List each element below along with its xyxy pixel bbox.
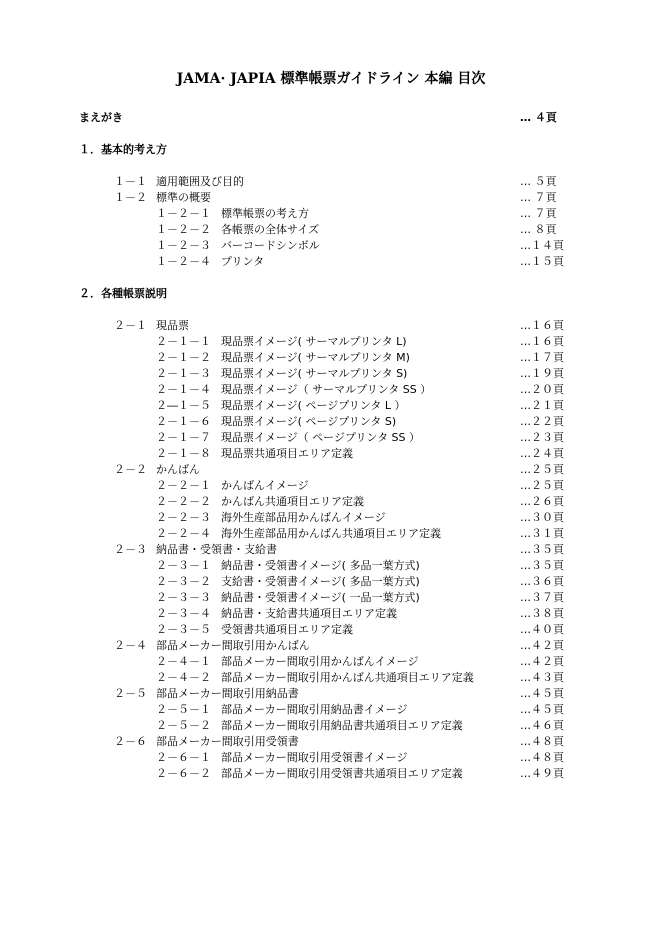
- toc-entry-number: ２－２－２: [156, 495, 211, 508]
- toc-entry-label: バーコードシンボル: [221, 239, 320, 252]
- toc-entry-page: …２６頁: [520, 495, 564, 508]
- toc-entry-number: ２－４: [114, 639, 147, 652]
- toc-entry-number: ２－１－１: [156, 335, 211, 348]
- toc-entry-label: 現品票共通項目エリア定義: [221, 447, 353, 460]
- toc-entry: [0, 718, 662, 734]
- toc-entry-number: ２－３: [114, 543, 147, 556]
- toc-entry-number: ２－２－３: [156, 511, 211, 524]
- toc-entry-number: ２－５－２: [156, 719, 211, 732]
- toc-entry: [0, 174, 662, 190]
- toc-entry-label: 標準帳票の考え方: [221, 207, 309, 220]
- toc-entry: [0, 510, 662, 526]
- toc-entry-page: …１６頁: [520, 335, 564, 348]
- toc-entry-number: ２－６: [114, 735, 147, 748]
- toc-entry-label: 部品メーカー間取引用受領書: [156, 735, 299, 748]
- toc-entry-page: …１６頁: [520, 319, 564, 332]
- toc-entry-number: １－２－３: [156, 239, 211, 252]
- toc-entry-label: 部品メーカー間取引用かんばん: [156, 639, 310, 652]
- toc-entry-page: …２２頁: [520, 415, 564, 428]
- toc-entry-label: かんばん: [156, 463, 200, 476]
- toc-entry-page: …４０頁: [520, 623, 564, 636]
- toc-entry-page: …２５頁: [520, 479, 564, 492]
- toc-entry-number: １－２: [114, 191, 147, 204]
- toc-entry-label: かんばん共通項目エリア定義: [221, 495, 364, 508]
- toc-entry: [0, 766, 662, 782]
- toc-entry-page: …４８頁: [520, 751, 564, 764]
- toc-entry-page: …１４頁: [520, 239, 564, 252]
- toc-entry: [0, 414, 662, 430]
- toc-entry: [0, 574, 662, 590]
- toc-entry-page: … ７頁: [520, 191, 557, 204]
- toc-entry-page: …２５頁: [520, 463, 564, 476]
- toc-entry-label: 部品メーカー間取引用かんばん共通項目エリア定義: [221, 671, 474, 684]
- toc-entry-number: ２－１－３: [156, 367, 211, 380]
- toc-entry: [0, 462, 662, 478]
- toc-entry: [0, 254, 662, 270]
- toc-entry-label: 部品メーカー間取引用納品書: [156, 687, 299, 700]
- toc-entry: [0, 606, 662, 622]
- toc-entry-page: …２３頁: [520, 431, 564, 444]
- toc-entry-number: ２―１－５: [156, 399, 211, 412]
- toc-entry: [0, 558, 662, 574]
- toc-entry-label: 受領書共通項目エリア定義: [221, 623, 353, 636]
- toc-entry-label: 現品票イメージ( ページプリンタ L ）: [221, 399, 406, 412]
- toc-entry-page: …３５頁: [520, 543, 564, 556]
- toc-entry: [0, 542, 662, 558]
- toc-entry: [0, 398, 662, 414]
- toc-entry: [0, 702, 662, 718]
- toc-entry-page: …４９頁: [520, 767, 564, 780]
- toc-entry: [0, 654, 662, 670]
- toc-entry-page: …３７頁: [520, 591, 564, 604]
- toc-entry-number: ２－２－１: [156, 479, 211, 492]
- toc-entry-label: 納品書・支給書共通項目エリア定義: [221, 607, 397, 620]
- toc-entry-number: ２－６－１: [156, 751, 211, 764]
- toc-entry-label: 適用範囲及び目的: [156, 175, 244, 188]
- toc-entry-page: …４６頁: [520, 719, 564, 732]
- toc-entry: [0, 382, 662, 398]
- toc-entry-label: 海外生産部品用かんばん共通項目エリア定義: [221, 527, 441, 540]
- toc-entry: [0, 430, 662, 446]
- toc-entry-label: 現品票イメージ( サーマルプリンタ M): [221, 351, 410, 364]
- toc-section-heading: [0, 286, 662, 302]
- toc-entry-number: ２－１－２: [156, 351, 211, 364]
- toc-entry-label: 海外生産部品用かんばんイメージ: [221, 511, 386, 524]
- toc-entry-label: かんばんイメージ: [221, 479, 309, 492]
- toc-section-heading: [0, 142, 662, 158]
- toc-section-heading: [0, 110, 662, 126]
- toc-entry: [0, 446, 662, 462]
- toc-entry-number: １－２－４: [156, 255, 211, 268]
- toc-entry-number: ２－３－２: [156, 575, 211, 588]
- toc-entry-label: 現品票イメージ（ サーマルプリンタ SS ）: [221, 383, 432, 396]
- toc-entry: [0, 190, 662, 206]
- toc-entry: [0, 734, 662, 750]
- toc-entry-label: 現品票イメージ( サーマルプリンタ S): [221, 367, 408, 380]
- toc-entry: [0, 478, 662, 494]
- toc-entry-label: 部品メーカー間取引用かんばんイメージ: [221, 655, 419, 668]
- toc-entry-page: …３５頁: [520, 559, 564, 572]
- toc-entry-page: …１９頁: [520, 367, 564, 380]
- toc-entry-label: ２．各種帳票説明: [79, 287, 167, 300]
- table-of-contents: [0, 110, 662, 782]
- toc-entry-page: …４５頁: [520, 687, 564, 700]
- toc-entry-number: ２－５－１: [156, 703, 211, 716]
- toc-entry-number: １－２－２: [156, 223, 211, 236]
- toc-entry: [0, 670, 662, 686]
- toc-entry-number: ２－３－４: [156, 607, 211, 620]
- toc-entry-number: ２－１－４: [156, 383, 211, 396]
- toc-entry-number: ２－１－６: [156, 415, 211, 428]
- toc-entry: [0, 238, 662, 254]
- toc-entry-label: 部品メーカー間取引用納品書共通項目エリア定義: [221, 719, 463, 732]
- toc-entry-number: ２－２: [114, 463, 147, 476]
- toc-entry-label: 現品票イメージ（ ページプリンタ SS ）: [221, 431, 421, 444]
- toc-entry: [0, 686, 662, 702]
- toc-entry: [0, 526, 662, 542]
- toc-entry-page: … ８頁: [520, 223, 557, 236]
- toc-entry-page: …４８頁: [520, 735, 564, 748]
- toc-entry: [0, 494, 662, 510]
- toc-entry-page: …２０頁: [520, 383, 564, 396]
- toc-entry: [0, 622, 662, 638]
- toc-entry-label: 支給書・受領書イメージ( 多品一葉方式): [221, 575, 420, 588]
- toc-entry: [0, 350, 662, 366]
- toc-entry-label: まえがき: [79, 111, 123, 124]
- toc-entry-number: ２－１－７: [156, 431, 211, 444]
- toc-entry-page: …３０頁: [520, 511, 564, 524]
- toc-entry-number: ２－１－８: [156, 447, 211, 460]
- toc-entry-label: 現品票イメージ( ページプリンタ S): [221, 415, 397, 428]
- toc-entry-page: … ７頁: [520, 207, 557, 220]
- toc-entry-page: …１５頁: [520, 255, 564, 268]
- toc-entry-label: 現品票: [156, 319, 189, 332]
- toc-entry-label: プリンタ: [221, 255, 265, 268]
- toc-entry-page: …２１頁: [520, 399, 564, 412]
- toc-entry: [0, 366, 662, 382]
- toc-entry-number: １－１: [114, 175, 147, 188]
- toc-entry-page: …２４頁: [520, 447, 564, 460]
- toc-entry-label: 部品メーカー間取引用受領書共通項目エリア定義: [221, 767, 463, 780]
- toc-entry: [0, 750, 662, 766]
- toc-entry: [0, 318, 662, 334]
- toc-entry-number: ２－５: [114, 687, 147, 700]
- toc-entry-page: …３８頁: [520, 607, 564, 620]
- toc-entry-page: …４３頁: [520, 671, 564, 684]
- toc-entry-page: …１７頁: [520, 351, 564, 364]
- toc-entry-page: …３６頁: [520, 575, 564, 588]
- toc-entry-page: …３１頁: [520, 527, 564, 540]
- toc-entry: [0, 334, 662, 350]
- toc-entry-number: ２－４－１: [156, 655, 211, 668]
- toc-entry-page: …４２頁: [520, 655, 564, 668]
- toc-entry-number: ２－３－１: [156, 559, 211, 572]
- toc-entry-number: １－２－１: [156, 207, 211, 220]
- toc-entry-number: ２－１: [114, 319, 147, 332]
- toc-entry-page: …４５頁: [520, 703, 564, 716]
- toc-entry-number: ２－４－２: [156, 671, 211, 684]
- toc-entry-number: ２－６－２: [156, 767, 211, 780]
- toc-entry-number: ２－２－４: [156, 527, 211, 540]
- toc-entry-label: 納品書・受領書イメージ( 多品一葉方式): [221, 559, 420, 572]
- toc-entry-label: 部品メーカー間取引用受領書イメージ: [221, 751, 408, 764]
- toc-entry-label: 各帳票の全体サイズ: [221, 223, 320, 236]
- toc-entry: [0, 638, 662, 654]
- toc-entry-label: １．基本的考え方: [79, 143, 167, 156]
- toc-entry-label: 納品書・受領書イメージ( 一品一葉方式): [221, 591, 420, 604]
- toc-entry-number: ２－３－５: [156, 623, 211, 636]
- toc-entry-page: … ５頁: [520, 175, 557, 188]
- toc-entry-label: 納品書・受領書・支給書: [156, 543, 277, 556]
- toc-entry-page: …４２頁: [520, 639, 564, 652]
- toc-entry: [0, 590, 662, 606]
- toc-entry-label: 標準の概要: [156, 191, 211, 204]
- toc-entry-page: … ４頁: [520, 111, 557, 124]
- toc-entry-label: 現品票イメージ( サーマルプリンタ L): [221, 335, 407, 348]
- toc-entry-label: 部品メーカー間取引用納品書イメージ: [221, 703, 408, 716]
- toc-entry-number: ２－３－３: [156, 591, 211, 604]
- toc-entry: [0, 222, 662, 238]
- toc-entry: [0, 206, 662, 222]
- document-title: JAMA· JAPIA 標準帳票ガイドライン 本編 目次: [176, 71, 486, 87]
